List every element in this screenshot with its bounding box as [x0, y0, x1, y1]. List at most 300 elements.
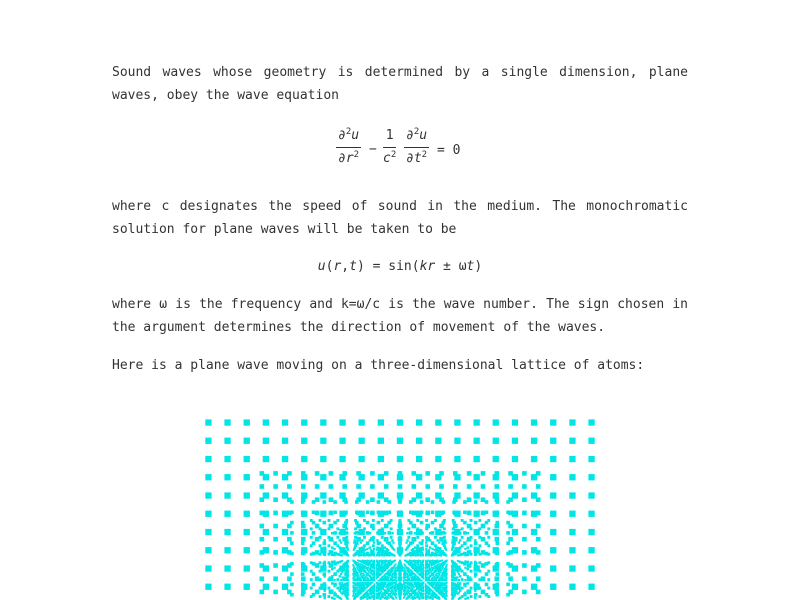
atom	[301, 541, 305, 545]
atom	[320, 511, 326, 517]
atom	[439, 597, 441, 599]
atom	[425, 497, 430, 502]
atom	[370, 537, 375, 542]
atom	[399, 590, 401, 592]
atom	[310, 587, 313, 590]
atom	[434, 576, 436, 578]
atom	[506, 583, 510, 587]
atom	[315, 471, 320, 476]
atom	[323, 539, 326, 542]
atom	[451, 588, 453, 590]
atom	[430, 594, 432, 596]
atom	[224, 474, 230, 480]
atom	[425, 592, 427, 594]
atom	[320, 584, 326, 590]
atom	[312, 552, 316, 556]
atom	[423, 597, 425, 599]
atom	[487, 519, 490, 522]
atom	[464, 573, 466, 575]
atom	[428, 597, 430, 599]
atom	[427, 570, 429, 572]
atom	[399, 567, 401, 569]
atom	[536, 484, 541, 489]
atom	[536, 576, 541, 581]
atom	[418, 583, 420, 585]
atom	[301, 438, 307, 444]
atom	[423, 570, 425, 572]
atom	[418, 595, 420, 597]
atom	[446, 595, 448, 597]
atom	[407, 527, 410, 530]
atom	[419, 570, 421, 572]
atom	[333, 583, 337, 587]
atom	[421, 587, 423, 589]
atom	[435, 555, 437, 557]
atom	[428, 583, 430, 585]
atom	[333, 531, 337, 535]
atom	[416, 527, 419, 530]
atom	[315, 511, 320, 516]
atom	[342, 537, 347, 542]
atom	[398, 484, 403, 489]
atom	[418, 573, 420, 575]
atom	[463, 500, 467, 504]
atom	[485, 583, 489, 587]
atom	[487, 536, 490, 539]
atom	[399, 539, 402, 542]
atom	[370, 563, 375, 568]
atom	[506, 500, 510, 504]
atom	[224, 511, 230, 517]
atom	[470, 536, 473, 539]
atom	[329, 537, 334, 542]
atom	[474, 521, 478, 525]
atom	[411, 582, 413, 584]
atom	[432, 542, 434, 544]
atom	[522, 563, 527, 568]
atom	[387, 583, 391, 587]
atom	[371, 573, 373, 575]
atom	[399, 580, 401, 582]
atom	[446, 555, 448, 557]
atom	[282, 584, 288, 590]
atom	[451, 570, 453, 572]
atom	[423, 564, 425, 566]
atom	[429, 592, 431, 594]
atom	[419, 567, 421, 569]
atom	[377, 593, 381, 597]
atom	[328, 570, 331, 573]
atom	[470, 527, 473, 530]
atom	[496, 572, 500, 576]
fraction-1-c2	[383, 128, 396, 167]
atom	[414, 569, 416, 571]
atom	[440, 549, 442, 551]
atom	[512, 456, 518, 462]
atom	[244, 492, 250, 498]
atom	[396, 573, 398, 575]
atom	[342, 484, 347, 489]
atom	[333, 521, 337, 525]
atom	[481, 563, 486, 568]
atom	[487, 553, 490, 556]
atom	[378, 584, 384, 590]
atom	[404, 560, 406, 562]
atom	[390, 536, 393, 539]
atom	[397, 456, 403, 462]
atom	[470, 587, 473, 590]
atom	[410, 597, 412, 599]
atom	[282, 419, 288, 425]
atom	[474, 589, 477, 592]
atom	[431, 597, 433, 599]
atom	[406, 542, 408, 544]
atom	[418, 569, 420, 571]
atom	[384, 537, 389, 542]
atom	[485, 572, 489, 576]
atom	[301, 572, 305, 576]
atom	[457, 549, 459, 551]
atom	[410, 580, 412, 582]
atom	[399, 532, 402, 535]
atom	[428, 569, 430, 571]
atom	[312, 562, 316, 566]
atom	[427, 567, 429, 569]
atom	[451, 549, 453, 551]
atom	[496, 541, 500, 545]
atom	[432, 594, 434, 596]
atom	[363, 536, 366, 539]
atom	[290, 531, 294, 535]
atom	[481, 550, 486, 555]
atom	[301, 524, 306, 529]
atom	[569, 547, 575, 553]
atom	[439, 570, 441, 572]
atom	[329, 511, 334, 516]
atom	[370, 484, 375, 489]
atom	[329, 590, 334, 595]
atom	[260, 537, 265, 542]
atom	[407, 573, 409, 575]
atom	[434, 527, 437, 530]
atom	[382, 593, 384, 595]
atom	[310, 536, 313, 539]
atom	[467, 497, 472, 502]
atom	[320, 419, 326, 425]
atom	[425, 484, 430, 489]
atom	[421, 580, 423, 582]
atom	[390, 578, 393, 581]
atom	[282, 438, 288, 444]
atom	[372, 595, 375, 598]
atom	[403, 597, 405, 599]
atom	[301, 529, 307, 535]
atom	[444, 539, 447, 542]
atom	[442, 584, 444, 586]
atom	[287, 590, 292, 595]
atom	[344, 572, 348, 576]
atom	[418, 564, 420, 566]
atom	[438, 542, 440, 544]
atom	[474, 511, 478, 515]
atom	[451, 560, 453, 562]
atom	[431, 585, 433, 587]
atom	[474, 532, 477, 535]
atom	[366, 593, 370, 597]
atom	[418, 597, 420, 599]
atom	[452, 519, 455, 522]
atom	[474, 575, 477, 578]
atom	[467, 575, 470, 578]
atom	[399, 578, 401, 580]
atom	[438, 576, 440, 578]
atom	[282, 492, 288, 498]
atom	[395, 582, 397, 584]
numerator: 1	[383, 128, 396, 148]
atom	[431, 521, 435, 525]
atom	[467, 546, 470, 549]
atom	[414, 539, 417, 542]
atom	[452, 511, 456, 515]
atom	[342, 590, 347, 595]
atom	[431, 511, 435, 515]
atom	[474, 539, 477, 542]
atom	[467, 568, 470, 571]
atom	[425, 555, 427, 557]
atom	[356, 484, 361, 489]
atom	[439, 585, 441, 587]
atom	[432, 580, 434, 582]
numerator: ∂$^2$u	[404, 128, 429, 148]
atom	[550, 419, 556, 425]
atom	[442, 588, 444, 590]
atom	[301, 584, 307, 590]
atom	[434, 536, 437, 539]
atom	[536, 511, 541, 516]
atom	[366, 500, 370, 504]
atom	[366, 552, 370, 556]
atom	[421, 563, 423, 565]
atom	[442, 592, 444, 594]
atom	[493, 438, 499, 444]
atom	[399, 573, 401, 575]
atom	[588, 492, 594, 498]
atom	[478, 519, 481, 522]
atom	[414, 532, 417, 535]
atom	[334, 548, 336, 550]
atom	[395, 585, 397, 587]
atom	[399, 583, 401, 585]
atom	[339, 539, 342, 542]
atom	[407, 583, 409, 585]
atom	[381, 544, 384, 547]
atom	[416, 519, 419, 522]
atom	[569, 456, 575, 462]
atom	[403, 578, 405, 580]
atom	[377, 521, 381, 525]
atom	[435, 585, 437, 587]
atom	[413, 582, 415, 584]
atom	[224, 584, 230, 590]
atom	[493, 456, 499, 462]
atom	[263, 565, 269, 571]
atom	[481, 511, 486, 516]
atom	[435, 578, 437, 580]
atom	[425, 471, 430, 476]
atom	[458, 579, 460, 581]
atom	[512, 438, 518, 444]
atom	[376, 588, 378, 590]
atom	[464, 560, 466, 562]
atom	[399, 582, 401, 584]
atom	[453, 471, 458, 476]
atom	[263, 474, 269, 480]
atom	[464, 579, 466, 581]
atom	[399, 576, 401, 578]
atom	[418, 587, 420, 589]
atom	[415, 555, 417, 557]
atom	[446, 564, 448, 566]
atom	[425, 536, 428, 539]
atom	[425, 563, 427, 565]
atom	[354, 570, 357, 573]
atom	[410, 583, 412, 585]
atom	[414, 576, 416, 578]
atom	[446, 584, 448, 586]
atom	[399, 587, 401, 589]
atom	[481, 484, 486, 489]
atom	[378, 419, 384, 425]
atom	[363, 544, 366, 547]
atom	[446, 580, 448, 582]
atom	[366, 541, 370, 545]
atom	[446, 582, 448, 584]
atom	[423, 593, 425, 595]
atom	[425, 527, 428, 530]
atom	[244, 529, 250, 535]
atom	[360, 542, 362, 544]
atom	[588, 511, 594, 517]
atom	[439, 567, 441, 569]
atom	[396, 580, 398, 582]
atom	[331, 561, 334, 564]
atom	[395, 567, 397, 569]
atom	[429, 539, 432, 542]
atom	[328, 519, 331, 522]
atom	[461, 587, 464, 590]
atom	[536, 497, 541, 502]
atom	[407, 578, 409, 580]
atom	[339, 575, 342, 578]
atom	[416, 536, 419, 539]
atom	[439, 593, 441, 595]
atom	[425, 544, 428, 547]
atom	[412, 580, 414, 582]
atom	[421, 583, 423, 585]
atom	[339, 547, 345, 553]
atom	[369, 546, 372, 549]
fraction-d2u-dt2	[404, 128, 429, 167]
atom	[403, 569, 405, 571]
atom	[438, 580, 440, 582]
atom	[205, 547, 211, 553]
atom	[425, 548, 427, 550]
atom	[425, 511, 430, 516]
atom	[339, 474, 345, 480]
atom	[425, 594, 427, 596]
atom	[427, 582, 429, 584]
atom	[399, 594, 401, 596]
atom	[263, 492, 269, 498]
atom	[384, 582, 387, 585]
atom	[451, 594, 453, 596]
atom	[381, 561, 384, 564]
atom	[419, 585, 421, 587]
atom	[569, 492, 575, 498]
atom	[508, 537, 513, 542]
atom	[333, 572, 337, 576]
atom	[328, 595, 331, 598]
atom	[273, 471, 278, 476]
atom	[464, 592, 466, 594]
atom	[407, 569, 409, 571]
atom	[474, 597, 477, 600]
atom	[410, 594, 412, 596]
atom	[339, 438, 345, 444]
atom	[536, 563, 541, 568]
atom	[360, 573, 362, 575]
atom	[377, 541, 381, 545]
atom	[470, 561, 473, 564]
atom	[474, 474, 480, 480]
atom	[397, 438, 403, 444]
atom	[496, 562, 500, 566]
atom	[339, 456, 345, 462]
atom	[422, 555, 424, 557]
atom	[372, 519, 375, 522]
atom	[512, 529, 518, 535]
atom	[287, 576, 292, 581]
atom	[440, 588, 442, 590]
atom	[423, 582, 425, 584]
atom	[328, 544, 331, 547]
atom	[451, 584, 453, 586]
atom	[464, 567, 466, 569]
atom	[407, 590, 409, 592]
atom	[414, 590, 416, 592]
atom	[414, 583, 416, 585]
atom	[377, 572, 381, 576]
atom	[443, 527, 446, 530]
atom	[273, 537, 278, 542]
atom	[451, 582, 453, 584]
atom	[436, 594, 438, 596]
atom	[441, 582, 443, 584]
atom	[427, 574, 429, 576]
atom	[333, 562, 337, 566]
atom	[427, 560, 429, 562]
atom	[431, 593, 433, 595]
atom	[282, 529, 288, 535]
atom	[512, 584, 518, 590]
atom	[387, 572, 391, 576]
atom	[205, 438, 211, 444]
atom	[495, 471, 500, 476]
atom	[370, 511, 375, 516]
atom	[442, 576, 444, 578]
atom	[569, 474, 575, 480]
atom	[467, 582, 470, 585]
